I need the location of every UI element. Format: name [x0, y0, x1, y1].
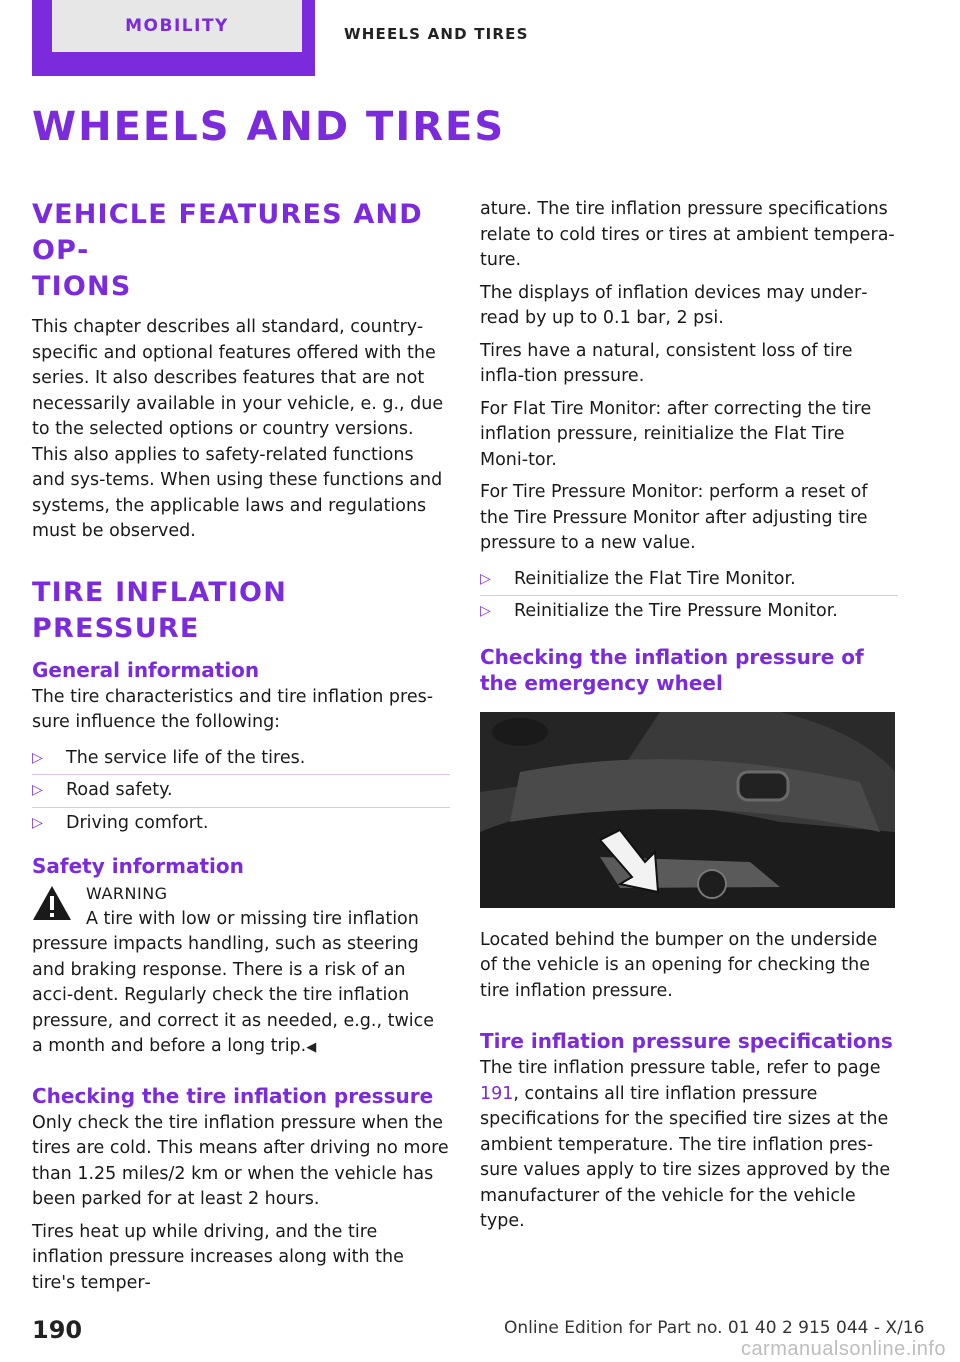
emergency-wheel-caption: Located behind the bumper on the underside of the vehicle is an opening for checking the tire inflation pressure. — [480, 929, 878, 1001]
warning-text: pressure impacts handling, such as steering and braking response. There is a risk of an acci‐dent. Regularly check the tire inflation pressure, and correct it as needed, e.g., twice a month and before a long trip. — [32, 934, 435, 1056]
continued-text-4: For Flat Tire Monitor: after correcting the tire inflation pressure, reinitialize the Flat Tire Moni‐tor. — [480, 398, 872, 470]
vehicle-features-text: This chapter describes all standard, country-specific and optional features offered with the series. It also describes features that are not necessarily available in your vehicle, e. g., due to the selected options or country versions. This also applies to safety-related functions and sys‐tems. When using these functions and systems, the applicable laws and regulations must be observed. — [32, 317, 444, 541]
list-item — [480, 564, 898, 597]
continued-text-2: The displays of inflation devices may under‐read by up to 0.1 bar, 2 psi. — [480, 282, 868, 328]
specs-heading: Tire inflation pressure specifications — [480, 1029, 893, 1053]
general-info-list — [32, 743, 450, 840]
page-link[interactable]: 191 — [480, 1083, 514, 1104]
general-info-heading: General information — [32, 657, 260, 682]
emergency-wheel-heading: Checking the inflation pressure of the emergency wheel — [480, 644, 864, 695]
end-mark: ◀ — [306, 1040, 317, 1055]
checking-text-2: Tires heat up while driving, and the tire inflation pressure increases along with the tire's temper‐ — [32, 1221, 404, 1293]
vehicle-features-heading-line2: TIONS — [32, 271, 132, 302]
warning-triangle-icon — [32, 885, 72, 921]
list-item — [32, 775, 450, 808]
triangle-right-icon: ▷ — [480, 570, 491, 587]
page-number: 190 — [32, 1316, 83, 1344]
header-tab-inner — [52, 0, 302, 52]
warning-label: WARNING — [86, 884, 168, 903]
specs-text-a: The tire inflation pressure table, refer to page — [480, 1058, 881, 1078]
edition-footer: Online Edition for Part no. 01 40 2 915 044 - X/16 — [504, 1318, 925, 1338]
list-item-text: Reinitialize the Flat Tire Monitor. — [514, 568, 796, 589]
header-tab — [32, 0, 315, 76]
header-tab-label: MOBILITY — [125, 16, 229, 36]
vehicle-features-heading-line1: VEHICLE FEATURES AND OP‐ — [32, 199, 423, 266]
right-column — [480, 197, 898, 1242]
list-item-text: Reinitialize the Tire Pressure Monitor. — [514, 601, 838, 621]
triangle-right-icon: ▷ — [32, 749, 43, 766]
checking-heading: Checking the tire inflation pressure — [32, 1083, 434, 1108]
triangle-right-icon: ▷ — [32, 782, 43, 798]
list-item — [32, 808, 450, 840]
general-info-text: The tire characteristics and tire inflation pres‐sure influence the following: — [32, 686, 434, 732]
specs-text — [480, 1056, 898, 1235]
triangle-right-icon: ▷ — [480, 603, 491, 619]
page-title: WHEELS AND TIRES — [32, 104, 506, 150]
list-item-text: The service life of the tires. — [66, 747, 306, 768]
specs-text-b: , contains all tire inflation pressure specifications for the specified tire sizes at the ambient temperature. The tire inflation pres‐sure values apply to tire sizes approved by the manufacturer of the vehicle for the vehicle type. — [480, 1083, 891, 1231]
list-item — [480, 596, 898, 628]
continued-text-3: Tires have a natural, consistent loss of tire infla‐tion pressure. — [480, 340, 853, 386]
checking-text-1: Only check the tire inflation pressure when the tires are cold. This means after driving no more than 1.25 miles/2 km or when the vehicle has been parked for at least 2 hours. — [32, 1112, 449, 1209]
header-section-label: WHEELS AND TIRES — [344, 25, 529, 43]
list-item — [32, 743, 450, 776]
triangle-right-icon: ▷ — [32, 814, 43, 831]
safety-info-heading: Safety information — [32, 854, 244, 878]
tire-pressure-heading: TIRE INFLATION PRESSURE — [32, 576, 288, 644]
warning-block — [32, 881, 450, 1061]
bumper-photo — [480, 712, 895, 908]
watermark: carmanualsonline.info — [740, 1338, 946, 1360]
continued-text-1: ature. The tire inflation pressure specifications relate to cold tires or tires at ambient tempera‐ture. — [480, 199, 895, 270]
list-item-text: Driving comfort. — [66, 812, 209, 833]
list-item-text: Road safety. — [66, 780, 173, 800]
continued-text-5: For Tire Pressure Monitor: perform a reset of the Tire Pressure Monitor after adjusting tire pressure to a new value. — [480, 482, 868, 553]
warning-line1: A tire with low or missing tire inflation — [86, 908, 419, 929]
left-column — [32, 197, 450, 1303]
vehicle-features-heading — [32, 197, 450, 305]
reinitialize-list — [480, 564, 898, 628]
